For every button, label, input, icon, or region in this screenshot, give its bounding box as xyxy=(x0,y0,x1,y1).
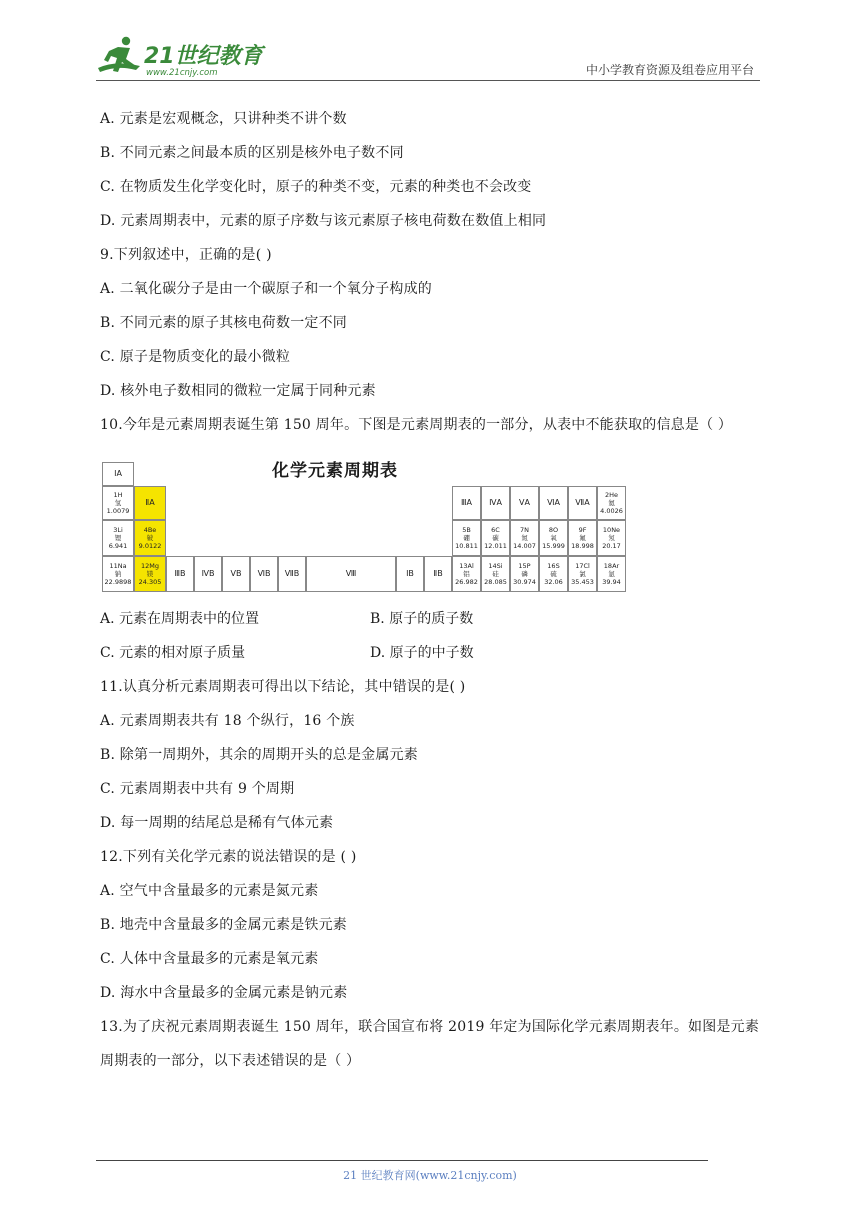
q10-option-d: D. 原子的中子数 xyxy=(370,645,474,661)
periodic-table-title: 化学元素周期表 xyxy=(272,461,398,481)
group-7a: ⅦA xyxy=(568,486,597,520)
group-6a: ⅥA xyxy=(539,486,568,520)
q9-option-c: C. 原子是物质变化的最小微粒 xyxy=(100,349,291,365)
footer-divider xyxy=(96,1160,708,1161)
element-b: 5B 硼 10.811 xyxy=(452,520,481,556)
group-2a: ⅡA xyxy=(134,486,166,520)
q13-stem: 13.为了庆祝元素周期表诞生 150 周年，联合国宣布将 2019 年定为国际化学元素周期表年。如图是元素周期表的一部分，以下表述错误的是（ ） xyxy=(100,1019,760,1069)
q11-option-b: B. 除第一周期外，其余的周期开头的总是金属元素 xyxy=(100,747,418,763)
q10-option-a: A. 元素在周期表中的位置 xyxy=(100,611,260,627)
group-3a: ⅢA xyxy=(452,486,481,520)
q10-options-row-1 xyxy=(100,602,770,636)
periodic-table-figure xyxy=(102,450,626,594)
element-be: 4Be 铍 9.0122 xyxy=(134,520,166,556)
element-s: 16S 硫 32.06 xyxy=(539,556,568,592)
logo-url: www.21cnjy.com xyxy=(146,68,218,78)
q8-option-b: B. 不同元素之间最本质的区别是核外电子数不同 xyxy=(100,145,404,161)
q8-option-c: C. 在物质发生化学变化时，原子的种类不变，元素的种类也不会改变 xyxy=(100,179,532,195)
logo-title: 21世纪教育 xyxy=(144,44,263,69)
group-6b: ⅥB xyxy=(250,556,278,592)
q10-option-c: C. 元素的相对原子质量 xyxy=(100,645,246,661)
q12-option-a: A. 空气中含量最多的元素是氮元素 xyxy=(100,883,319,899)
q11-option-c: C. 元素周期表中共有 9 个周期 xyxy=(100,781,295,797)
q9-stem: 9.下列叙述中，正确的是( ) xyxy=(100,247,272,263)
q12-option-d: D. 海水中含量最多的金属元素是钠元素 xyxy=(100,985,348,1001)
element-o: 8O 氧 15.999 xyxy=(539,520,568,556)
group-1b: ⅠB xyxy=(396,556,424,592)
header-divider xyxy=(96,80,760,81)
element-p: 15P 磷 30.974 xyxy=(510,556,539,592)
group-7b: ⅦB xyxy=(278,556,306,592)
q12-option-b: B. 地壳中含量最多的金属元素是铁元素 xyxy=(100,917,347,933)
element-he: 2He 氦 4.0026 xyxy=(597,486,626,520)
q11-option-d: D. 每一周期的结尾总是稀有气体元素 xyxy=(100,815,334,831)
element-ar: 18Ar 氩 39.94 xyxy=(597,556,626,592)
header-platform-text: 中小学教育资源及组卷应用平台 xyxy=(585,63,754,77)
group-4b: ⅣB xyxy=(194,556,222,592)
element-li: 3Li 锂 6.941 xyxy=(102,520,134,556)
q10-option-b: B. 原子的质子数 xyxy=(370,611,474,627)
element-si: 14Si 硅 28.085 xyxy=(481,556,510,592)
q12-option-c: C. 人体中含量最多的元素是氧元素 xyxy=(100,951,319,967)
q9-option-a: A. 二氧化碳分子是由一个碳原子和一个氧分子构成的 xyxy=(100,281,433,297)
q12-stem: 12.下列有关化学元素的说法错误的是 ( ) xyxy=(100,849,357,865)
element-h: 1H 氢 1.0079 xyxy=(102,486,134,520)
q8-option-a: A. 元素是宏观概念，只讲种类不讲个数 xyxy=(100,111,347,127)
group-1a: ⅠA xyxy=(102,462,134,486)
group-5b: ⅤB xyxy=(222,556,250,592)
element-c: 6C 碳 12.011 xyxy=(481,520,510,556)
element-f: 9F 氟 18.998 xyxy=(568,520,597,556)
q11-stem: 11.认真分析元素周期表可得出以下结论，其中错误的是( ) xyxy=(100,679,466,695)
q8-option-d: D. 元素周期表中，元素的原子序数与该元素原子核电荷数在数值上相同 xyxy=(100,213,547,229)
element-na: 11Na 钠 22.9898 xyxy=(102,556,134,592)
element-mg: 12Mg 镁 24.305 xyxy=(134,556,166,592)
page-content xyxy=(100,102,770,1078)
q9-option-b: B. 不同元素的原子其核电荷数一定不同 xyxy=(100,315,347,331)
group-5a: ⅤA xyxy=(510,486,539,520)
runner-icon xyxy=(98,37,140,72)
logo-21cnjy xyxy=(96,34,266,80)
element-ne: 10Ne 氖 20.17 xyxy=(597,520,626,556)
q11-option-a: A. 元素周期表共有 18 个纵行，16 个族 xyxy=(100,713,355,729)
q10-stem: 10.今年是元素周期表诞生第 150 周年。下图是元素周期表的一部分，从表中不能获取的信息是（ ） xyxy=(100,417,733,433)
page-header xyxy=(96,34,760,80)
group-4a: ⅣA xyxy=(481,486,510,520)
group-3b: ⅢB xyxy=(166,556,194,592)
q10-options-row-2 xyxy=(100,636,770,670)
element-n: 7N 氮 14.007 xyxy=(510,520,539,556)
element-cl: 17Cl 氯 35.453 xyxy=(568,556,597,592)
group-2b: ⅡB xyxy=(424,556,452,592)
footer-text: 21 世纪教育网(www.21cnjy.com) xyxy=(343,1169,517,1182)
group-8: Ⅷ xyxy=(306,556,396,592)
q9-option-d: D. 核外电子数相同的微粒一定属于同种元素 xyxy=(100,383,376,399)
element-al: 13Al 铝 26.982 xyxy=(452,556,481,592)
